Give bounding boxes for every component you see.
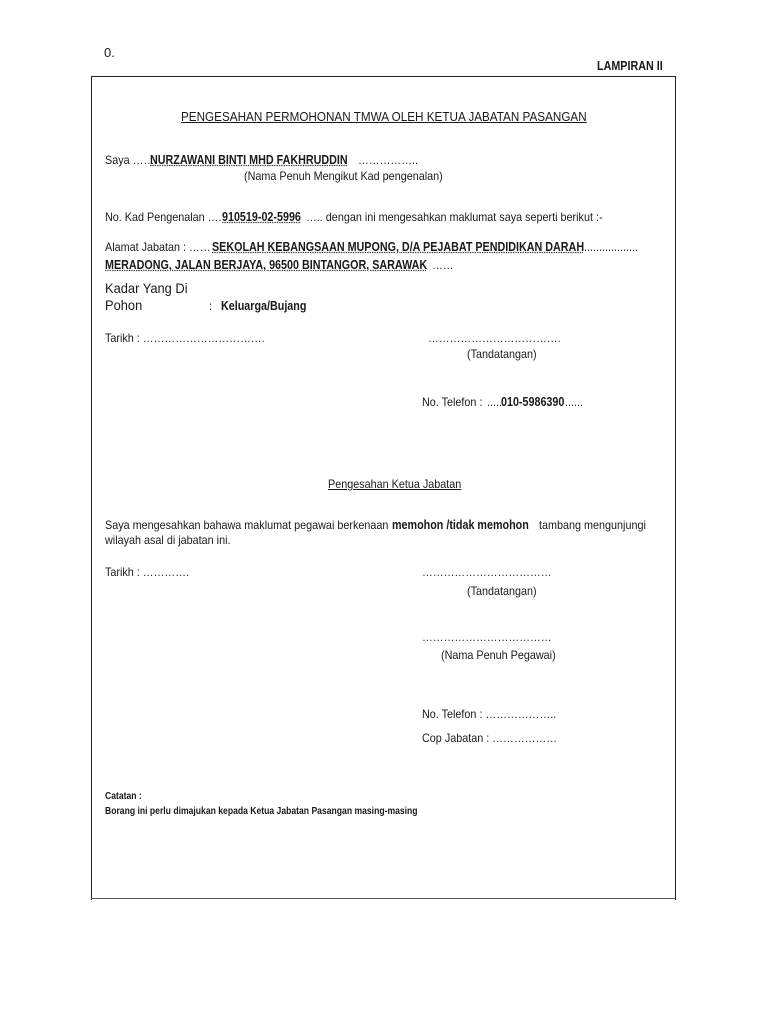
applicant-tarikh: Tarikh : ……………………………. bbox=[105, 331, 265, 345]
ketua-tarikh: Tarikh : …………. bbox=[105, 565, 190, 579]
kadar-label-line-1: Kadar Yang Di bbox=[105, 280, 188, 296]
alamat-row-1 bbox=[105, 238, 644, 256]
ketua-signature-line: ……………………………… bbox=[422, 565, 552, 579]
alamat-line-1: SEKOLAH KEBANGSAAN MUPONG, D/A PEJABAT PENDIDIKAN DARAH bbox=[212, 240, 585, 254]
ketua-name-line: ……………………………… bbox=[422, 630, 552, 644]
kadar-label-line-2: Pohon bbox=[105, 297, 143, 313]
ic-label: No. Kad Pengenalan …. bbox=[105, 210, 222, 224]
ketua-signature-caption: (Tandatangan) bbox=[467, 584, 537, 598]
alamat-line-2-dots: …… bbox=[431, 258, 454, 272]
ic-number: 910519-02-5996 bbox=[222, 210, 302, 224]
ketua-statement-suffix: tambang mengunjungi bbox=[538, 518, 646, 532]
ketua-statement-bold: memohon /tidak memohon bbox=[391, 518, 529, 532]
applicant-name-dots: …………….. bbox=[357, 153, 418, 167]
alamat-label: Alamat Jabatan : …… bbox=[105, 240, 211, 254]
kadar-colon: : bbox=[209, 299, 213, 313]
applicant-name-caption: (Nama Penuh Mengikut Kad pengenalan) bbox=[244, 169, 443, 183]
applicant-name-row bbox=[105, 151, 424, 169]
ketua-statement-line-1 bbox=[105, 516, 658, 534]
catatan-text: Borang ini perlu dimajukan kepada Ketua Jabatan Pasangan masing-masing bbox=[105, 806, 418, 817]
ketua-telefon: No. Telefon : ……………….. bbox=[422, 707, 557, 721]
applicant-name: NURZAWANI BINTI MHD FAKHRUDDIN bbox=[149, 153, 348, 167]
ic-row bbox=[105, 208, 636, 226]
applicant-telefon-row bbox=[422, 393, 585, 411]
alamat-row-2 bbox=[105, 256, 456, 274]
ketua-cop-jabatan: Cop Jabatan : ……………… bbox=[422, 731, 558, 745]
ketua-name-caption: (Nama Penuh Pegawai) bbox=[441, 648, 556, 662]
ic-suffix: ….. dengan ini mengesahkan maklumat saya seperti berikut :- bbox=[306, 210, 603, 224]
form-title: PENGESAHAN PERMOHONAN TMWA OLEH KETUA JABATAN PASANGAN bbox=[181, 109, 587, 124]
page-number: 0. bbox=[104, 45, 115, 60]
applicant-telefon-leading-dots: ...... bbox=[487, 395, 506, 409]
applicant-telefon-label: No. Telefon : bbox=[422, 395, 483, 409]
alamat-line-2: MERADONG, JALAN BERJAYA, 96500 BINTANGOR, SARAWAK bbox=[105, 258, 428, 272]
ketua-heading: Pengesahan Ketua Jabatan bbox=[328, 477, 462, 491]
ketua-statement-prefix: Saya mengesahkan bahawa maklumat pegawai berkenaan bbox=[105, 518, 389, 532]
lampiran-label: LAMPIRAN II bbox=[597, 59, 663, 73]
ketua-statement-line-2: wilayah asal di jabatan ini. bbox=[105, 533, 231, 547]
saya-label: Saya …… bbox=[105, 153, 155, 167]
applicant-telefon-value: 010-5986390 bbox=[501, 395, 565, 409]
alamat-line-1-dots: ................... bbox=[581, 240, 639, 254]
catatan-label: Catatan : bbox=[105, 791, 142, 802]
kadar-value: Keluarga/Bujang bbox=[221, 299, 307, 313]
applicant-signature-caption: (Tandatangan) bbox=[467, 347, 537, 361]
applicant-telefon-trailing-dots: ...... bbox=[564, 395, 583, 409]
bottom-divider bbox=[91, 898, 675, 899]
applicant-signature-line: ………………………………. bbox=[428, 331, 561, 345]
